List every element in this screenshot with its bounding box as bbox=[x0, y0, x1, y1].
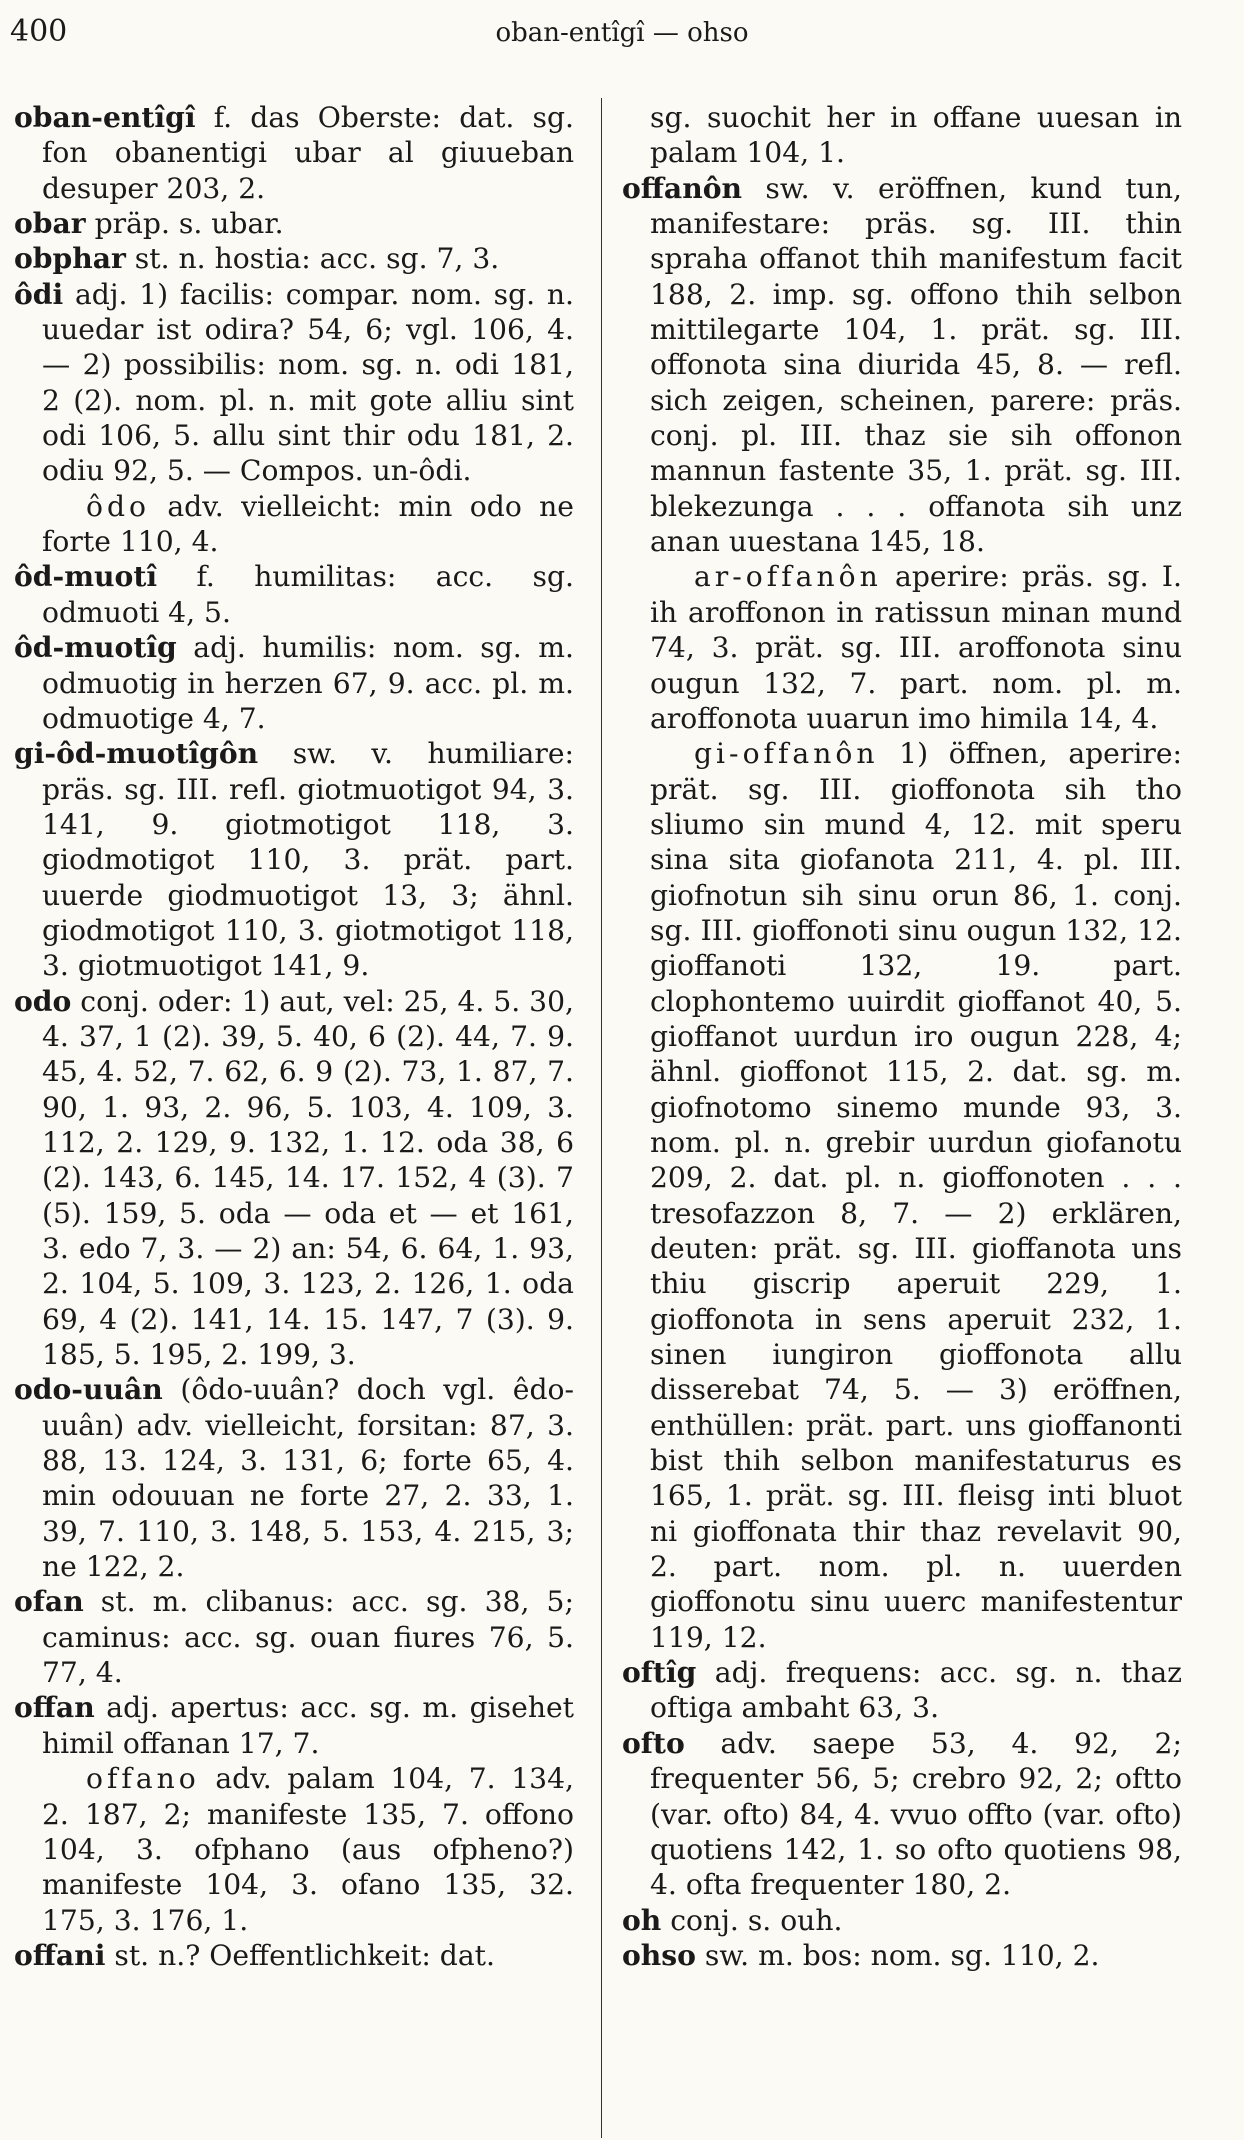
entry-body: adj. 1) facilis: compar. nom. sg. n. uuedar ist odira? 54, 6; vgl. 106, 4. — 2) possibilis: nom. sg. n. odi 181, 2 (2). nom. pl. n. mit gote alliu sint odi 106, 5. allu sint thir odu 181, 2. odiu 92, 5. — Compos. un-ôdi. bbox=[42, 277, 574, 488]
sub-headword: ôdo bbox=[86, 489, 150, 523]
sub-entry bbox=[14, 489, 574, 560]
entry bbox=[14, 736, 574, 983]
entry bbox=[14, 1584, 574, 1690]
entry-body: adv. palam 104, 7. 134, 2. 187, 2; manifeste 135, 7. offono 104, 3. ofphano (aus ofpheno?) manifeste 104, 3. ofano 135, 32. 175, 3. 176, 1. bbox=[42, 1762, 574, 1937]
entry-body: sw. v. eröffnen, kund tun, manifestare: präs. sg. III. thin spraha offanot thih manifestum facit 188, 2. imp. sg. offono thih selbon mittilegarte 104, 1. prät. sg. III. offonota sina diurida 45, 8. — refl. sich zeigen, scheinen, parere: präs. conj. pl. III. thaz sie sih offonon mannun fastente 35, 1. prät. sg. III. blekezunga . . . offanota sih unz anan uuestana 145, 18. bbox=[650, 171, 1182, 559]
entry bbox=[14, 1938, 574, 1973]
entry bbox=[622, 1938, 1182, 1973]
entry-body: sw. v. humiliare: präs. sg. III. refl. giotmuotigot 94, 3. 141, 9. giotmotigot 118, 3. giodmotigot 110, 3. prät. part. uuerde giodmuotigot 13, 3; ähnl. giodmotigot 110, 3. giotmotigot 118, 3. giotmuotigot 141, 9. bbox=[42, 737, 574, 983]
headword: obphar bbox=[14, 242, 126, 276]
entry bbox=[622, 1655, 1182, 1726]
entry-body: adj. frequens: acc. sg. n. thaz oftiga ambaht 63, 3. bbox=[650, 1656, 1182, 1725]
entry-body: präp. s. ubar. bbox=[85, 207, 284, 241]
entry bbox=[14, 984, 574, 1373]
sub-headword: offano bbox=[86, 1762, 200, 1796]
entry-body: 1) öffnen, aperire: prät. sg. III. gioffonota sih tho sliumo sin mund 4, 12. mit speru sina sita giofanota 211, 4. pl. III. giofnotun sih sinu orun 86, 1. conj. sg. III. gioffonoti sinu ougun 132, 12. gioffanoti 132, 19. part. clophontemo uuirdit gioffanot 40, 5. gioffanot uurdun iro ougun 228, 4; ähnl. gioffonot 115, 2. dat. sg. m. giofnotomo sinemo munde 93, 3. nom. pl. n. grebir uurdun giofanotu 209, 2. dat. pl. n. gioffonoten . . . tresofazzon 8, 7. — 2) erklären, deuten: prät. sg. III. gioffanota uns thiu giscrip aperuit 229, 1. gioffonota in sens aperuit 232, 1. sinen iungiron gioffonota allu disserebat 74, 5. — 3) eröffnen, enthüllen: prät. part. uns gioffanonti bist thih selbon manifestaturus es 165, 1. prät. sg. III. fleisg inti bluot ni gioffonata thir thaz revelavit 90, 2. part. nom. pl. n. uuerden gioffonotu sinu uuerc manifestentur 119, 12. bbox=[650, 737, 1182, 1654]
entry-body: sw. m. bos: nom. sg. 110, 2. bbox=[695, 1938, 1100, 1972]
entry-body: (ôdo-uuân? doch vgl. êdo-uuân) adv. vielleicht, forsitan: 87, 3. 88, 13. 124, 3. 131, 6; forte 65, 4. min odouuan ne forte 27, 2. 33, 1. 39, 7. 110, 3. 148, 5. 153, 4. 215, 3; ne 122, 2. bbox=[42, 1373, 574, 1584]
column-divider bbox=[601, 98, 602, 2138]
sub-entry bbox=[622, 559, 1182, 736]
entry-body: adj. humilis: nom. sg. m. odmuotig in herzen 67, 9. acc. pl. m. odmuotige 4, 7. bbox=[42, 631, 574, 735]
headword: odo bbox=[14, 984, 72, 1018]
entry-body: aperire: präs. sg. I. ih aroffonon in ratissun minan mund 74, 3. prät. sg. III. aroffonota sinu ougun 132, 7. part. nom. pl. m. aroffonota uuarun imo himila 14, 4. bbox=[650, 560, 1182, 735]
headword: oftîg bbox=[622, 1656, 697, 1690]
entry bbox=[14, 559, 574, 630]
entry-body: sg. suochit her in offane uuesan in palam 104, 1. bbox=[650, 101, 1182, 170]
entry bbox=[14, 1372, 574, 1584]
entry bbox=[14, 241, 574, 276]
headword: gi-ôd-muotîgôn bbox=[14, 737, 259, 771]
entry-body: adj. apertus: acc. sg. m. gisehet himil offanan 17, 7. bbox=[42, 1691, 574, 1760]
entry-body: conj. oder: 1) aut, vel: 25, 4. 5. 30, 4. 37, 1 (2). 39, 5. 40, 6 (2). 44, 7. 9. 45, 4. 52, 7. 62, 6. 9 (2). 73, 1. 87, 7. 90, 1. 93, 2. 96, 5. 103, 4. 109, 3. 112, 2. 129, 9. 132, 1. 12. oda 38, 6 (2). 143, 6. 145, 14. 17. 152, 4 (3). 7 (5). 159, 5. oda — oda et — et 161, 3. edo 7, 3. — 2) an: 54, 6. 64, 1. 93, 2. 104, 5. 109, 3. 123, 2. 126, 1. oda 69, 4 (2). 141, 14. 15. 147, 7 (3). 9. 185, 5. 195, 2. 199, 3. bbox=[42, 984, 574, 1372]
left-column bbox=[14, 100, 574, 1973]
entry-body: f. humilitas: acc. sg. odmuoti 4, 5. bbox=[42, 560, 574, 629]
headword: offani bbox=[14, 1938, 106, 1972]
headword: obar bbox=[14, 207, 86, 241]
sub-headword: ar-offanôn bbox=[694, 560, 882, 594]
headword: offanôn bbox=[622, 171, 742, 205]
headword: ohso bbox=[622, 1938, 696, 1972]
entry bbox=[622, 1726, 1182, 1903]
headword: ôdi bbox=[14, 277, 64, 311]
entry-continuation bbox=[622, 100, 1182, 171]
entry-body: st. m. clibanus: acc. sg. 38, 5; caminus: acc. sg. ouan fiures 76, 5. 77, 4. bbox=[42, 1585, 574, 1690]
headword: ôd-muotî bbox=[14, 560, 158, 594]
entry-body: f. das Oberste: dat. sg. fon obanentigi ubar al giuueban desuper 203, 2. bbox=[42, 101, 574, 205]
headword: ofto bbox=[622, 1726, 685, 1760]
entry bbox=[14, 277, 574, 489]
headword: oh bbox=[622, 1903, 662, 1937]
entry-body: st. n. hostia: acc. sg. 7, 3. bbox=[125, 242, 500, 276]
entry bbox=[622, 1903, 1182, 1938]
page-number: 400 bbox=[10, 14, 68, 49]
entry-body: conj. s. ouh. bbox=[661, 1903, 843, 1937]
running-head: oban-entîgî — ohso bbox=[495, 18, 749, 48]
entry bbox=[14, 100, 574, 206]
headword: ôd-muotîg bbox=[14, 631, 177, 665]
page-header bbox=[0, 14, 1244, 58]
entry-body: st. n.? Oeffentlichkeit: dat. bbox=[105, 1938, 495, 1972]
entry bbox=[14, 630, 574, 736]
headword: ofan bbox=[14, 1585, 84, 1619]
sub-entry bbox=[14, 1761, 574, 1938]
entry bbox=[14, 206, 574, 241]
entry-body: adv. vielleicht: min odo ne forte 110, 4. bbox=[42, 489, 574, 559]
headword: odo-uuân bbox=[14, 1373, 163, 1407]
right-column bbox=[622, 100, 1182, 1973]
entry bbox=[622, 171, 1182, 560]
sub-entry bbox=[622, 736, 1182, 1655]
headword: offan bbox=[14, 1691, 95, 1725]
entry-body: adv. saepe 53, 4. 92, 2; frequenter 56, 5; crebro 92, 2; oftto (var. ofto) 84, 4. vvuo offto (var. ofto) quotiens 142, 1. so ofto quotiens 98, 4. ofta frequenter 180, 2. bbox=[650, 1726, 1182, 1902]
entry bbox=[14, 1690, 574, 1761]
headword: oban-entîgî bbox=[14, 101, 196, 134]
sub-headword: gi-offanôn bbox=[694, 737, 879, 771]
